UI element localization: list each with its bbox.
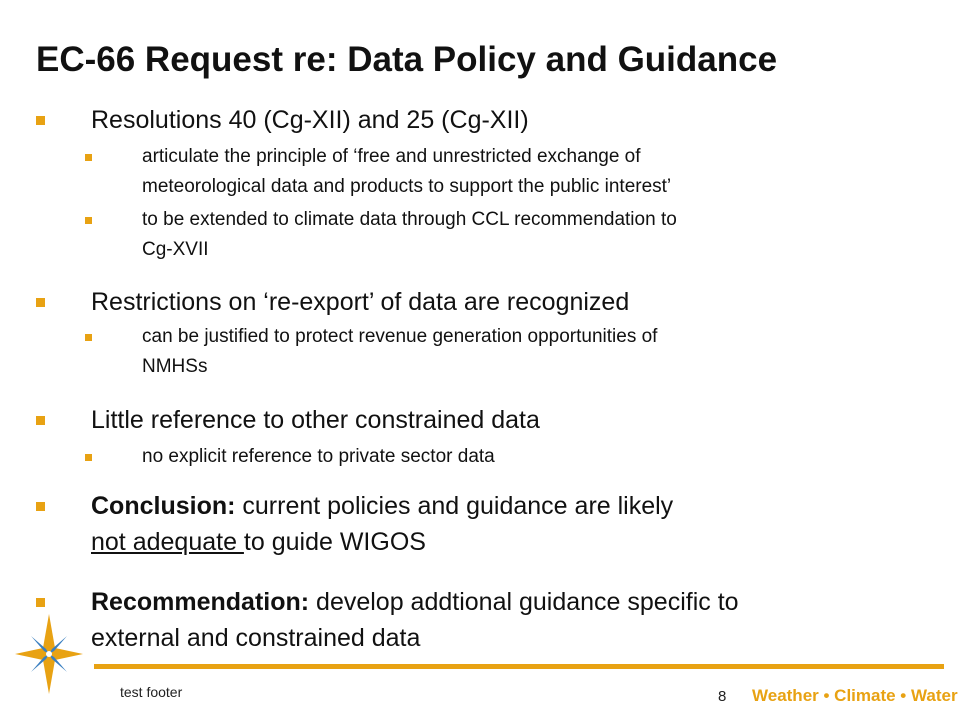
bullet-2-text: Restrictions on ‘re-export’ of data are recognized bbox=[91, 288, 630, 316]
recommendation-label: Recommendation: bbox=[91, 588, 310, 616]
compass-star-logo-icon bbox=[14, 596, 84, 694]
bullet-marker-icon bbox=[36, 416, 45, 425]
conclusion-text-b: to guide WIGOS bbox=[243, 528, 426, 556]
bullet-marker-icon bbox=[36, 116, 45, 125]
sub-bullet-1-2-line1: to be extended to climate data through CCL recommendation to bbox=[142, 209, 677, 230]
slide-title: EC-66 Request re: Data Policy and Guidance bbox=[36, 40, 778, 79]
conclusion-label: Conclusion: bbox=[91, 492, 236, 520]
sub-bullet-2-1-line1: can be justified to protect revenue generation opportunities of bbox=[142, 326, 658, 347]
page-number: 8 bbox=[718, 688, 727, 705]
sub-bullet-1-1-line2: meteorological data and products to support the public interest’ bbox=[142, 176, 672, 197]
bullet-marker-icon bbox=[36, 502, 45, 511]
bullet-marker-icon bbox=[36, 298, 45, 307]
bullet-3-text: Little reference to other constrained data bbox=[91, 406, 540, 434]
footer-accent-bar bbox=[94, 664, 944, 669]
sub-bullet-3-1-line1: no explicit reference to private sector data bbox=[142, 446, 495, 467]
sub-bullet-1-2-line2: Cg-XVII bbox=[142, 239, 209, 260]
recommendation-text-a: develop addtional guidance specific to bbox=[309, 588, 739, 616]
conclusion-text-a: current policies and guidance are likely bbox=[235, 492, 674, 520]
footer-text: test footer bbox=[120, 684, 183, 700]
sub-bullet-2-1-line2: NMHSs bbox=[142, 356, 208, 377]
sub-bullet-marker-icon bbox=[85, 454, 92, 461]
brand-tagline: Weather • Climate • Water bbox=[752, 686, 958, 705]
bullet-1-text: Resolutions 40 (Cg-XII) and 25 (Cg-XII) bbox=[91, 106, 529, 134]
recommendation-text-b: external and constrained data bbox=[91, 624, 421, 652]
sub-bullet-marker-icon bbox=[85, 217, 92, 224]
sub-bullet-marker-icon bbox=[85, 334, 92, 341]
conclusion-underlined: not adequate bbox=[91, 528, 244, 556]
sub-bullet-1-1-line1: articulate the principle of ‘free and unrestricted exchange of bbox=[142, 146, 641, 167]
sub-bullet-marker-icon bbox=[85, 154, 92, 161]
